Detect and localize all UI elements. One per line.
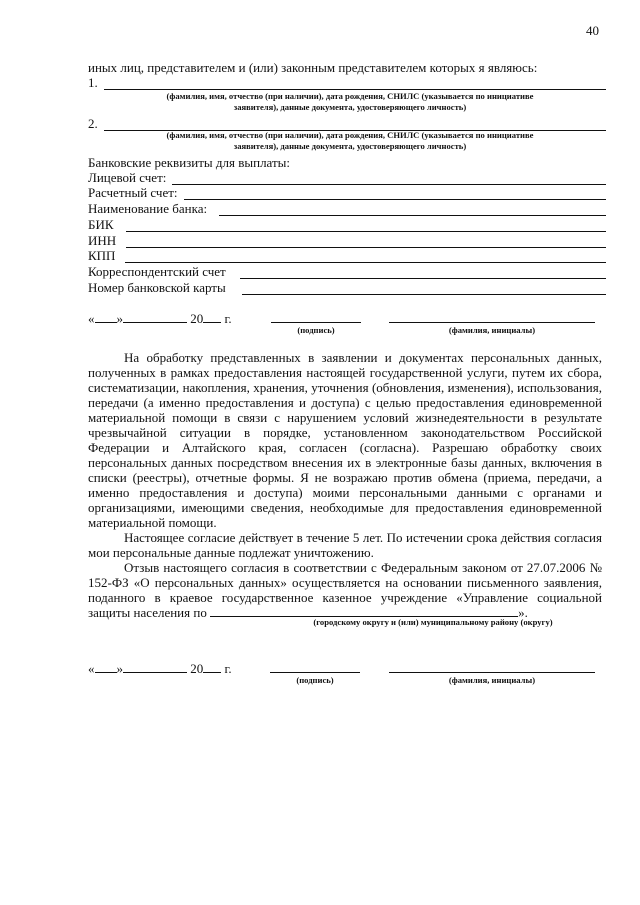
signature-2-line[interactable] — [270, 672, 360, 673]
bank-name-field[interactable] — [219, 204, 606, 216]
inn-row[interactable] — [88, 233, 606, 248]
date-2-year-field[interactable] — [203, 661, 221, 673]
date-1-open-quote: « — [88, 311, 95, 326]
person-1-caption — [110, 91, 590, 113]
date-1-year-suffix: г. — [224, 311, 232, 326]
person-2-caption-line2: заявителя), данные документа, удостоверяющего личность) — [233, 141, 467, 151]
district-field[interactable] — [210, 605, 518, 617]
corr-account-row[interactable] — [88, 264, 606, 279]
corr-account-field[interactable] — [240, 267, 606, 279]
signature-2-caption: (подпись) — [296, 675, 334, 685]
inn-label: ИНН — [88, 233, 117, 248]
personal-account-row[interactable] — [88, 170, 606, 185]
date-2 — [88, 661, 232, 676]
person-2-caption — [110, 130, 590, 152]
date-2-year-prefix: 20 — [190, 661, 204, 676]
person-1-caption-line2: заявителя), данные документа, удостоверяющего личность) — [233, 102, 467, 112]
card-number-label: Номер банковской карты — [88, 280, 226, 295]
date-1-month-field[interactable] — [123, 311, 187, 323]
date-1-year-prefix: 20 — [190, 311, 204, 326]
card-number-row[interactable] — [88, 280, 606, 295]
name-1-line[interactable] — [389, 322, 595, 323]
person-2-line[interactable] — [88, 116, 606, 131]
kpp-row[interactable] — [88, 248, 606, 263]
date-2-month-field[interactable] — [123, 661, 187, 673]
card-number-field[interactable] — [242, 283, 606, 295]
inn-field[interactable] — [126, 236, 606, 248]
bik-row[interactable] — [88, 217, 606, 232]
person-1-caption-line1: (фамилия, имя, отчество (при наличии), дата рождения, СНИЛС (указывается по инициативе — [166, 91, 534, 101]
withdrawal-end: ». — [518, 605, 528, 620]
person-1-field[interactable] — [104, 78, 606, 90]
page-number: 40 — [586, 23, 599, 38]
intro-text: иных лиц, представителем и (или) законным представителем которых я являюсь: — [88, 60, 538, 75]
kpp-field[interactable] — [125, 251, 606, 263]
name-2-caption: (фамилия, инициалы) — [448, 675, 536, 685]
date-2-day-field[interactable] — [95, 661, 117, 673]
bank-heading: Банковские реквизиты для выплаты: — [88, 155, 291, 170]
bik-label: БИК — [88, 217, 114, 232]
validity-paragraph: Настоящее согласие действует в течение 5 лет. По истечении срока действия согласия мои персональные данные подлежат уничтожению. — [88, 530, 602, 560]
person-2-caption-line1: (фамилия, имя, отчество (при наличии), дата рождения, СНИЛС (указывается по инициативе — [166, 130, 534, 140]
bank-name-label: Наименование банка: — [88, 201, 208, 216]
withdrawal-paragraph — [88, 560, 602, 620]
district-caption: (городскому округу и (или) муниципальному району (округу) — [313, 617, 553, 627]
date-1-close-quote: » — [116, 311, 123, 326]
corr-account-label: Корреспондентский счет — [88, 264, 226, 279]
signature-1-line[interactable] — [271, 322, 361, 323]
signature-1-caption: (подпись) — [297, 325, 335, 335]
person-1-line[interactable] — [88, 75, 606, 90]
consent-text — [88, 350, 602, 620]
name-1-caption: (фамилия, инициалы) — [448, 325, 536, 335]
date-1 — [88, 311, 232, 326]
kpp-label: КПП — [88, 248, 116, 263]
person-1-number: 1. — [88, 75, 98, 90]
withdrawal-text: Отзыв настоящего согласия в соответствии с Федеральным законом от 27.07.2006 № 152-ФЗ «О персональных данных» осуществляется на основании письменного заявления, поданного в краевое государственное казенное учреждение «Управление социальной защиты населения по — [88, 560, 602, 620]
settlement-account-row[interactable] — [88, 185, 606, 200]
person-2-number: 2. — [88, 116, 98, 131]
date-2-open-quote: « — [88, 661, 95, 676]
date-2-year-suffix: г. — [224, 661, 232, 676]
consent-paragraph: На обработку представленных в заявлении и документах персональных данных, полученных в рамках предоставления настоящей государственной услуги, путем их сбора, систематизации, накопления, хранения, уточнения (обновления, изменения), использования, передачи (а именно предоставления и доступа) с целью предоставления единовременной материальной помощи в связи с нарушением условий жизнедеятельности в результате чрезвычайной ситуации в порядке, установленном законодательством Российской Федерации и Алтайского края, согласен (согласна). Разрешаю обработку своих персональных данных посредством внесения их в электронные базы данных, включения в списки (реестры), отчетные формы. Я не возражаю против обмена (приема, передачи, а именно предоставления и доступа) моими персональными данными с органами и организациями, имеющими сведения, необходимые для предоставления единовременной материальной помощи. — [88, 350, 602, 530]
personal-account-field[interactable] — [172, 173, 606, 185]
bank-name-row[interactable] — [88, 201, 606, 216]
date-2-close-quote: » — [116, 661, 123, 676]
name-2-line[interactable] — [389, 672, 595, 673]
date-1-year-field[interactable] — [203, 311, 221, 323]
personal-account-label: Лицевой счет: — [88, 170, 167, 185]
settlement-account-label: Расчетный счет: — [88, 185, 178, 200]
settlement-account-field[interactable] — [184, 188, 606, 200]
bik-field[interactable] — [126, 220, 606, 232]
date-1-day-field[interactable] — [95, 311, 117, 323]
